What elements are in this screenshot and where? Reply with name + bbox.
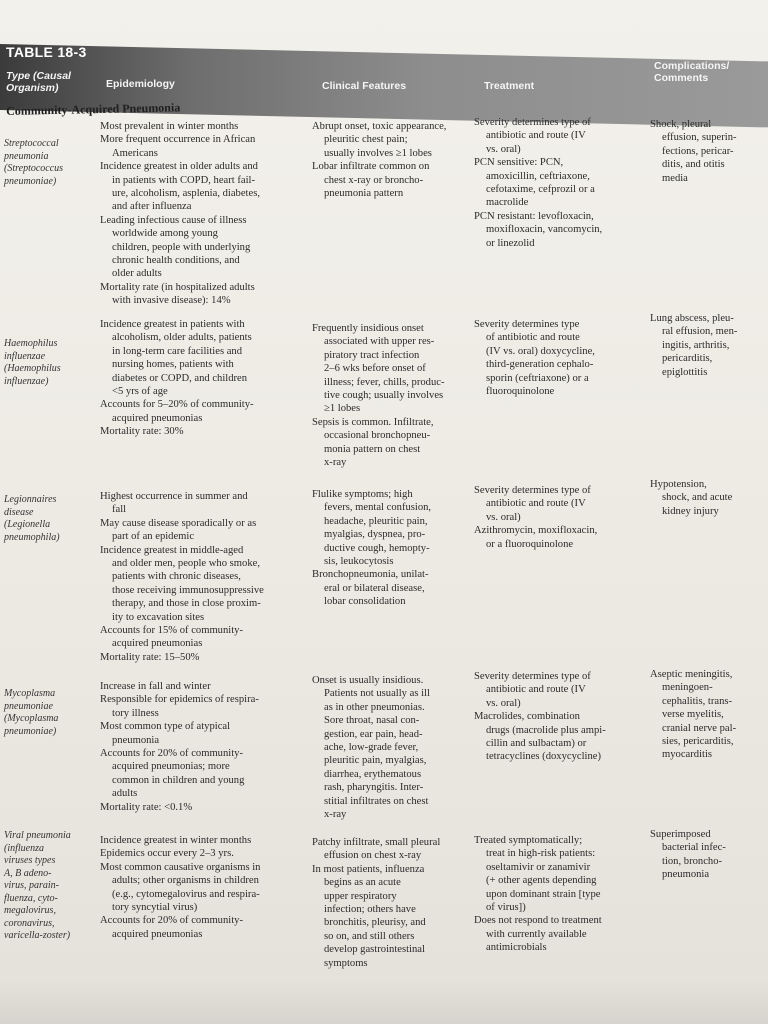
text-line: pneumonia (4, 150, 49, 162)
epidemiology-cell (100, 680, 305, 814)
column-header-treatment: Treatment (484, 80, 535, 92)
text-line: in long-term care facilities and (112, 345, 243, 357)
text-line: tion, broncho- (662, 855, 723, 867)
text-line: children, people with underlying (112, 241, 251, 253)
text-line: Accounts for 15% of community- (100, 625, 243, 637)
text-line: drugs (macrolide plus ampi- (486, 724, 606, 736)
text-line: Lung abscess, pleu- (650, 313, 734, 324)
text-line: PCN resistant: levofloxacin, (474, 210, 594, 222)
text-line: Incidence greatest in winter months (100, 835, 252, 846)
text-line: so on, and still others (324, 930, 415, 942)
text-line: ral effusion, men- (662, 326, 738, 338)
text-line: Abrupt onset, toxic appearance, (312, 121, 447, 132)
text-line: Does not respond to treatment (474, 915, 602, 927)
text-line: myalgias, dyspnea, pro- (324, 529, 426, 541)
text-line: acquired pneumonias; more (112, 761, 230, 773)
text-line: Americans (112, 147, 158, 159)
column-header-complications: Complications/ Comments (654, 60, 730, 84)
text-line: upper respiratory (324, 890, 397, 902)
epidemiology-cell (100, 120, 305, 308)
text-line: Frequently insidious onset (312, 323, 424, 334)
text-line: ure, alcoholism, asplenia, diabetes, (112, 188, 260, 200)
text-line: common in children and young (112, 774, 245, 786)
table-label: TABLE 18-3 (6, 44, 87, 60)
text-line: Leading infectious cause of illness (100, 214, 247, 226)
text-line: Accounts for 20% of community- (100, 748, 243, 760)
text-line: develop gastrointestinal (324, 944, 425, 956)
text-line: or a fluoroquinolone (486, 538, 574, 550)
text-line: moxifloxacin, vancomycin, (486, 224, 603, 236)
text-line: pleuritic chest pain; (324, 134, 408, 146)
text-line: pneumoniae (4, 700, 53, 712)
text-line: vs. oral) (486, 697, 521, 709)
text-line: Haemophilus (4, 338, 58, 349)
text-line: Severity determines type of (474, 117, 591, 128)
text-line: acquired pneumonias (112, 928, 203, 940)
text-line: Accounts for 5–20% of community- (100, 399, 254, 411)
clinical-features-cell (312, 488, 474, 609)
text-line: sporin (ceftriaxone) or a (486, 372, 589, 384)
text-line: antimicrobials (486, 942, 547, 954)
text-line: Sepsis is common. Infiltrate, (312, 416, 434, 428)
column-header-epidemiology: Epidemiology (106, 78, 175, 90)
text-line: tory illness (112, 707, 159, 719)
text-line: macrolide (486, 197, 529, 209)
text-line: symptoms (324, 957, 368, 969)
clinical-features-cell (312, 836, 474, 970)
text-line: viruses types (4, 855, 56, 866)
text-line: effusion on chest x-ray (324, 850, 422, 862)
text-line: diabetes or COPD, and children (112, 372, 248, 384)
text-line: (influenza (4, 842, 44, 854)
text-line: nursing homes, patients with (112, 359, 234, 371)
organism-cell (4, 688, 94, 738)
text-line: lobar consolidation (324, 596, 406, 608)
treatment-cell (474, 318, 644, 398)
text-line: Patients not usually as ill (324, 688, 430, 700)
text-line: sies, pericarditis, (662, 736, 734, 748)
text-line: shock, and acute (662, 492, 733, 504)
treatment-cell (474, 484, 644, 551)
text-line: media (662, 172, 688, 184)
text-line: Most prevalent in winter months (100, 121, 239, 132)
text-line: Accounts for 20% of community- (100, 915, 243, 927)
text-line: meningoen- (662, 682, 713, 694)
text-line: with invasive disease): 14% (112, 295, 231, 307)
text-line: therapy, and those in close proxim- (112, 598, 261, 610)
text-line: fluenza, cyto- (4, 892, 58, 904)
text-line: x-ray (324, 809, 347, 821)
text-line: Viral pneumonia (4, 830, 71, 841)
text-line: tetracyclines (doxycycline) (486, 751, 602, 763)
text-line: begins as an acute (324, 877, 401, 889)
text-line: Mycoplasma (4, 688, 56, 699)
organism-cell (4, 830, 94, 943)
text-line: More frequent occurrence in African (100, 134, 256, 146)
epidemiology-cell (100, 318, 305, 439)
text-line: <5 yrs of age (112, 386, 168, 398)
text-line: coronavirus, (4, 917, 55, 929)
text-line: and older men, people who smoke, (112, 558, 260, 570)
text-line: ache, low-grade fever, (324, 742, 419, 754)
text-line: eral or bilateral disease, (324, 582, 425, 594)
text-line: monia pattern on chest (324, 443, 421, 455)
text-line: infection; others have (324, 904, 416, 916)
text-line: ≥1 lobes (324, 403, 361, 415)
text-line: Patchy infiltrate, small pleural (312, 837, 441, 848)
text-line: Lobar infiltrate common on (312, 161, 430, 173)
text-line: vs. oral) (486, 511, 521, 523)
treatment-cell (474, 116, 644, 250)
text-line: older adults (112, 268, 162, 280)
text-line: treat in high-risk patients: (486, 848, 596, 860)
text-line: varicella-zoster) (4, 930, 71, 941)
text-line: Most common type of atypical (100, 721, 231, 733)
text-line: rash, pharyngitis. Inter- (324, 782, 424, 794)
text-line: Severity determines type of (474, 485, 591, 496)
text-line: effusion, superin- (662, 132, 737, 144)
text-line: Mortality rate: <0.1% (100, 801, 193, 813)
text-line: Shock, pleural (650, 119, 712, 130)
text-line: or linezolid (486, 237, 535, 249)
text-line: antibiotic and route (IV (486, 684, 586, 696)
text-line: pleuritic pain, myalgias, (324, 755, 427, 767)
text-line: pneumonia (112, 734, 160, 746)
text-line: sis, leukocytosis (324, 556, 394, 568)
treatment-cell (474, 670, 644, 764)
text-line: pericarditis, (662, 353, 713, 365)
text-line: with currently available (486, 928, 587, 940)
text-line: cefotaxime, cefprozil or a (486, 184, 595, 196)
text-line: amoxicillin, ceftriaxone, (486, 170, 590, 182)
text-line: Bronchopneumonia, unilat- (312, 569, 429, 581)
complications-cell (650, 828, 764, 882)
text-line: worldwide among young (112, 228, 218, 240)
text-line: chronic health conditions, and (112, 255, 240, 267)
text-line: and after influenza (112, 201, 192, 213)
treatment-cell (474, 834, 644, 955)
text-line: Incidence greatest in older adults and (100, 161, 258, 173)
text-line: headache, pleuritic pain, (324, 515, 428, 527)
text-line: May cause disease sporadically or as (100, 517, 257, 529)
text-line: Legionnaires (4, 494, 57, 505)
text-line: Mortality rate: 15–50% (100, 651, 200, 663)
text-line: In most patients, influenza (312, 863, 425, 875)
text-line: acquired pneumonias (112, 412, 203, 424)
section-title: Community-Acquired Pneumonia (6, 100, 181, 118)
text-line: of antibiotic and route (486, 332, 580, 344)
text-line: Epidemics occur every 2–3 yrs. (100, 848, 234, 860)
text-line: pneumonia pattern (324, 188, 404, 200)
text-line: fall (112, 504, 127, 516)
text-line: ductive cough, hemopty- (324, 542, 430, 554)
text-line: of virus]) (486, 902, 526, 914)
text-line: associated with upper res- (324, 336, 435, 348)
text-line: Superimposed (650, 829, 711, 840)
text-line: those receiving immunosuppressive (112, 584, 264, 596)
text-line: diarrhea, erythematous (324, 768, 422, 780)
text-line: disease (4, 506, 34, 518)
clinical-features-cell (312, 674, 474, 821)
text-line: 2–6 wks before onset of (324, 363, 426, 375)
text-line: in patients with COPD, heart fail- (112, 174, 255, 186)
text-line: antibiotic and route (IV (486, 130, 586, 142)
text-line: chest x-ray or broncho- (324, 174, 424, 186)
text-line: (Legionella (4, 519, 51, 530)
text-line: Severity determines type (474, 319, 580, 330)
clinical-features-cell (312, 322, 474, 469)
text-line: virus, parain- (4, 880, 59, 891)
text-line: upon dominant strain [type (486, 888, 601, 900)
organism-cell (4, 494, 94, 544)
clinical-features-cell (312, 120, 474, 200)
text-line: illness; fever, chills, produc- (324, 376, 445, 388)
text-line: adults (112, 788, 138, 800)
text-line: (+ other agents depending (486, 875, 597, 887)
text-line: adults; other organisms in children (112, 875, 259, 887)
text-line: bronchitis, pleurisy, and (324, 917, 426, 929)
text-line: influenzae (4, 350, 46, 362)
text-line: pneumoniae) (4, 175, 57, 187)
text-line: alcoholism, older adults, patients (112, 332, 252, 344)
text-line: cranial nerve pal- (662, 722, 737, 734)
text-line: ity to excavation sites (112, 611, 205, 623)
column-header-clinical: Clinical Features (322, 80, 407, 92)
text-line: Mortality rate: 30% (100, 426, 184, 438)
text-line: (Mycoplasma (4, 713, 59, 724)
text-line: cillin and sulbactam) or (486, 738, 587, 750)
text-line: vs. oral) (486, 143, 521, 155)
text-line: (IV vs. oral) doxycycline, (486, 345, 595, 357)
text-line: megalovirus, (4, 905, 56, 916)
text-line: third-generation cephalo- (486, 359, 594, 371)
text-line: antibiotic and route (IV (486, 498, 586, 510)
text-line: PCN sensitive: PCN, (474, 157, 564, 169)
text-line: fluoroquinolone (486, 386, 555, 398)
text-line: usually involves ≥1 lobes (324, 147, 432, 159)
text-line: Incidence greatest in patients with (100, 319, 245, 330)
text-line: patients with chronic diseases, (112, 571, 241, 583)
text-line: verse myelitis, (662, 709, 724, 721)
text-line: tive cough; usually involves (324, 390, 444, 402)
text-line: occasional bronchopneu- (324, 430, 431, 442)
text-line: fevers, mental confusion, (324, 502, 432, 514)
text-line: cephalitis, trans- (662, 695, 733, 707)
text-line: (Streptococcus (4, 163, 64, 174)
text-line: Aseptic meningitis, (650, 669, 733, 680)
text-line: gestion, ear pain, head- (324, 728, 423, 740)
text-line: influenzae) (4, 375, 49, 387)
text-line: Increase in fall and winter (100, 681, 211, 692)
organism-cell (4, 338, 94, 388)
text-line: (Haemophilus (4, 363, 61, 374)
complications-cell (650, 668, 764, 762)
complications-cell (650, 312, 764, 379)
text-line: fections, pericar- (662, 145, 734, 157)
text-line: Responsible for epidemics of respira- (100, 694, 259, 706)
text-line: Severity determines type of (474, 671, 591, 682)
page-shadow (0, 980, 768, 1024)
epidemiology-cell (100, 834, 305, 941)
text-line: A, B adeno- (4, 867, 52, 879)
text-line: oseltamivir or zanamivir (486, 861, 591, 873)
complications-cell (650, 118, 764, 185)
text-line: Sore throat, nasal con- (324, 715, 420, 727)
text-line: stitial infiltrates on chest (324, 795, 429, 807)
text-line: pneumonia (662, 869, 710, 881)
text-line: myocarditis (662, 749, 713, 761)
text-line: x-ray (324, 457, 347, 469)
text-line: part of an epidemic (112, 531, 195, 543)
text-line: kidney injury (662, 505, 719, 517)
column-header-type: Type (Causal Organism) (6, 70, 71, 94)
text-line: Incidence greatest in middle-aged (100, 544, 244, 556)
text-line: Azithromycin, moxifloxacin, (474, 525, 598, 537)
text-line: ingitis, arthritis, (662, 339, 730, 351)
text-line: piratory tract infection (324, 349, 420, 361)
text-line: Flulike symptoms; high (312, 489, 413, 500)
text-line: pneumophila) (4, 531, 60, 543)
text-line: tory syncytial virus) (112, 902, 198, 914)
text-line: Mortality rate (in hospitalized adults (100, 281, 255, 293)
text-line: Onset is usually insidious. (312, 675, 424, 686)
text-line: Streptococcal (4, 138, 59, 149)
organism-cell (4, 138, 94, 188)
text-line: acquired pneumonias (112, 638, 203, 650)
text-line: bacterial infec- (662, 842, 726, 854)
text-line: pneumoniae) (4, 725, 57, 737)
text-line: (e.g., cytomegalovirus and respira- (112, 888, 260, 900)
text-line: Macrolides, combination (474, 711, 580, 723)
text-line: as in other pneumonias. (324, 701, 425, 713)
text-line: ditis, and otitis (662, 159, 725, 171)
text-line: Most common causative organisms in (100, 861, 261, 873)
text-line: epiglottitis (662, 366, 708, 378)
complications-cell (650, 478, 764, 518)
text-line: Treated symptomatically; (474, 835, 583, 846)
text-line: Highest occurrence in summer and (100, 491, 248, 502)
text-line: Hypotension, (650, 479, 707, 490)
epidemiology-cell (100, 490, 305, 664)
